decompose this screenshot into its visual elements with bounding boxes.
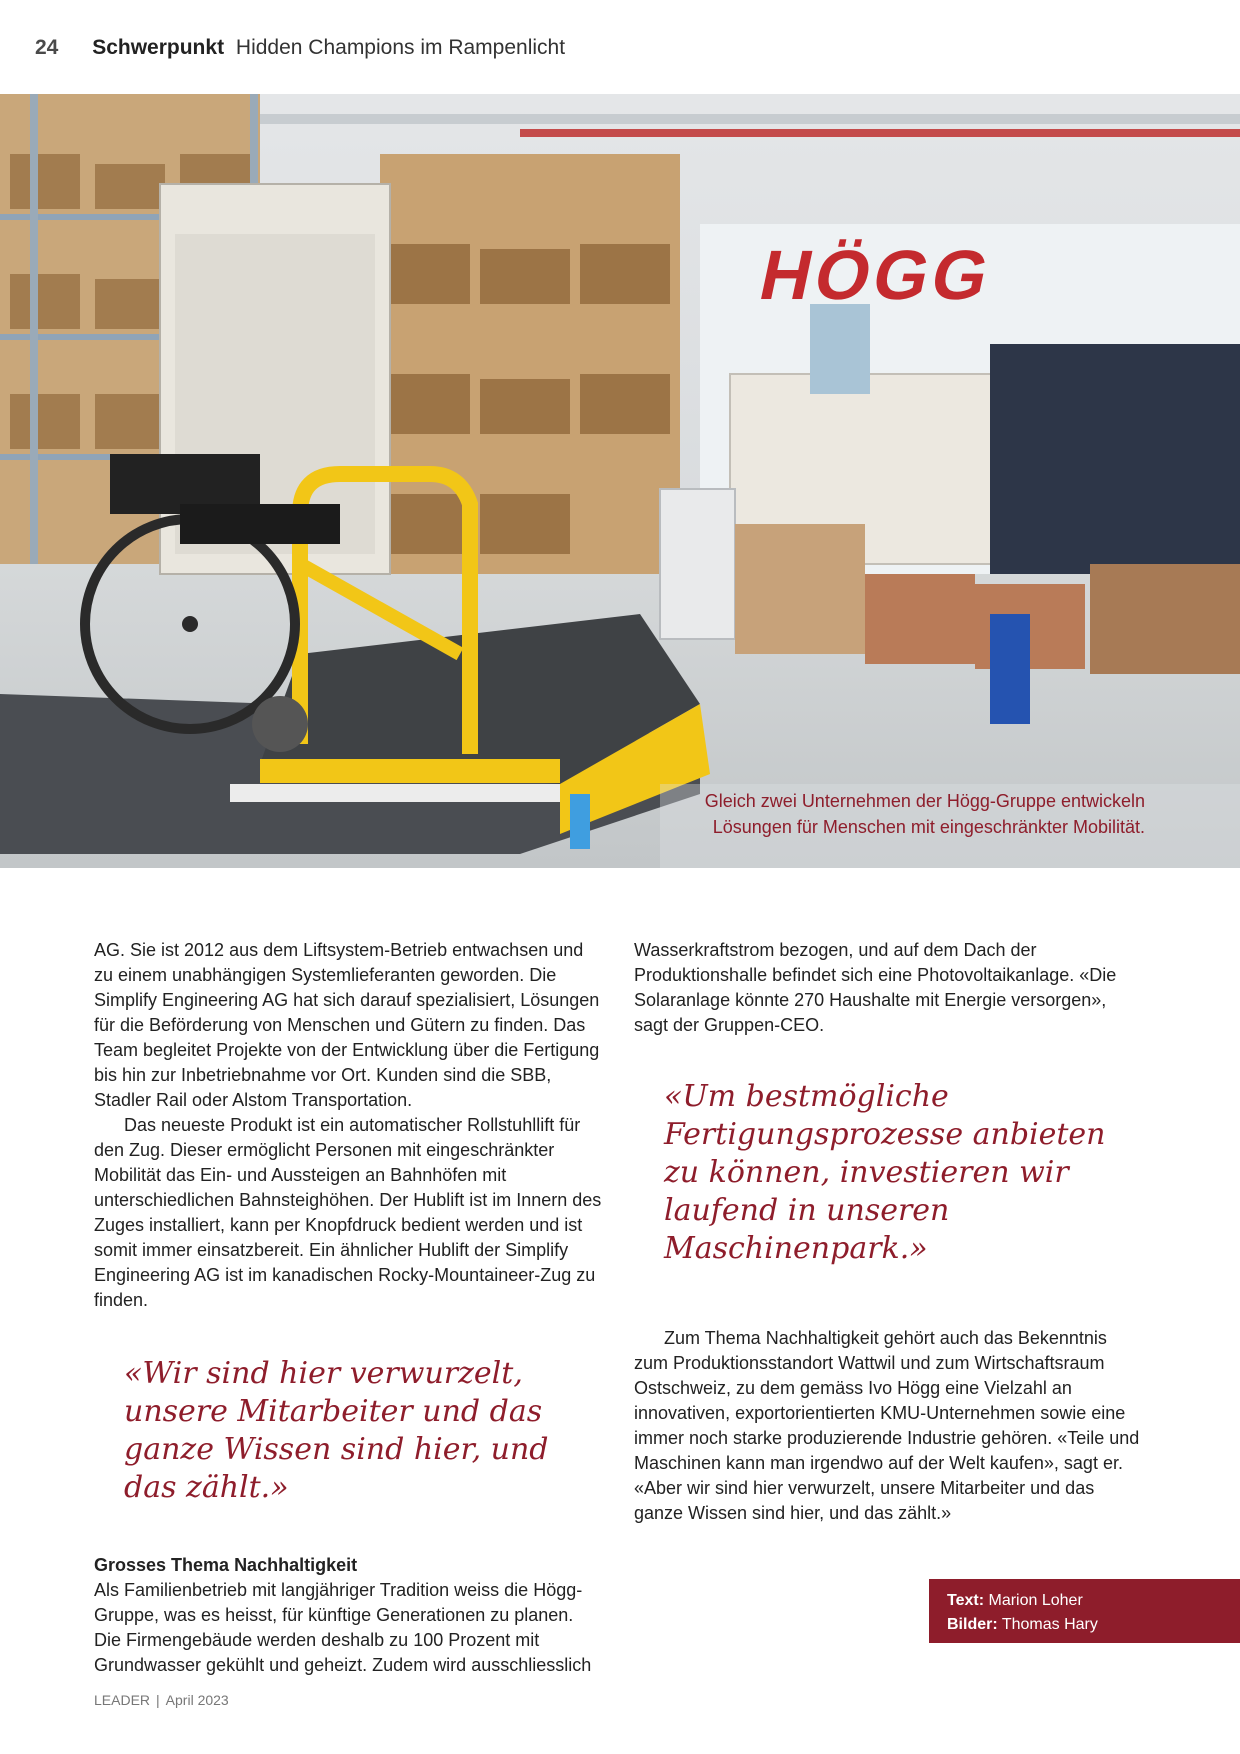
text-credit [947,1589,1222,1613]
image-credit-author: Thomas Hary [1001,1616,1098,1633]
factory-wheelchair-lift-illustration [0,94,1240,868]
paragraph: Zum Thema Nachhaltigkeit gehört auch das Bekenntnis zum Produktionsstandort Wattwil und zum Wirtschaftsraum Ostschweiz, zu dem gemäss Ivo Högg eine Vielzahl an innovativen, exportorientierten KMU-Unternehmen sowie eine immer noch starke produzierende Industrie gehören. «Teile und Maschinen kann man irgendwo auf der Welt kaufen», sagt er. «Aber wir sind hier verwurzelt, unsere Mitarbeiter und das ganze Wissen sind hier, und das zählt.» [634,1328,1140,1523]
publication-name: LEADER [94,1692,151,1708]
page-footer [94,1692,229,1708]
photo-caption [705,788,1145,840]
issue-date: April 2023 [165,1692,229,1708]
text-credit-label: Text: [947,1592,985,1609]
left-column [94,938,602,1678]
caption-line-1: Gleich zwei Unternehmen der Högg-Gruppe entwickeln [704,791,1145,811]
section-topic: Hidden Champions im Rampenlicht [235,36,566,59]
paragraph: Das neueste Produkt ist ein automatischer Rollstuhllift für den Zug. Dieser ermöglicht Personen mit eingeschränkter Mobilität das Ein- und Aussteigen an Bahnhöfen mit unterschiedlichen Bahnsteighöhen. Der Hublift ist im Innern des Zuges installiert, kann per Knopfdruck bedient werden und ist somit immer einsatzbereit. Ein ähnlicher Hublift der Simplify Engineering AG ist im kanadischen Rocky-Mountaineer-Zug zu finden. [94,1115,602,1310]
pull-quote: «Wir sind hier verwurzelt, unsere Mitarbeiter und das ganze Wissen sind hier, und das zählt.» [124,1356,549,1505]
page-number: 24 [35,36,59,59]
paragraph: Wasserkraftstrom bezogen, und auf dem Dach der Produktionshalle befindet sich eine Photovoltaikanlage. «Die Solaranlage könnte 270 Haushalte mit Energie versorgen», sagt der Gruppen-CEO. [634,940,1117,1035]
footer-separator: | [156,1692,160,1708]
paragraph: Als Familienbetrieb mit langjähriger Tradition weiss die Högg-Gruppe, was es heisst, für künftige Generationen zu planen. Die Firmengebäude werden deshalb zu 100 Prozent mit Grundwasser gekühlt und geheizt. Zudem wird ausschliesslich [94,1580,592,1675]
credits-box [929,1579,1240,1643]
subheading: Grosses Thema Nachhaltigkeit [94,1555,358,1575]
page-header [35,36,565,60]
pull-quote: «Um bestmögliche Fertigungsprozesse anbieten zu können, investieren wir laufend in unseren Maschinenpark.» [664,1079,1106,1266]
image-credit [947,1613,1222,1637]
image-credit-label: Bilder: [947,1616,998,1633]
text-credit-author: Marion Loher [988,1592,1083,1609]
right-column [634,938,1142,1526]
section-title: Schwerpunkt [92,36,225,59]
feature-photo [0,94,1240,868]
hogg-logo: HÖGG [753,235,1000,314]
caption-line-2: Lösungen für Menschen mit eingeschränkter Mobilität. [712,817,1145,837]
paragraph: AG. Sie ist 2012 aus dem Liftsystem-Betrieb entwachsen und zu einem unabhängigen Systemlieferanten geworden. Die Simplify Engineering AG hat sich darauf spezialisiert, Lösungen für die Beförderung von Menschen und Gütern zu finden. Das Team begleitet Projekte von der Entwicklung über die Fertigung bis hin zur Inbetriebnahme vor Ort. Kunden sind die SBB, Stadler Rail oder Alstom Transportation. [94,940,600,1110]
